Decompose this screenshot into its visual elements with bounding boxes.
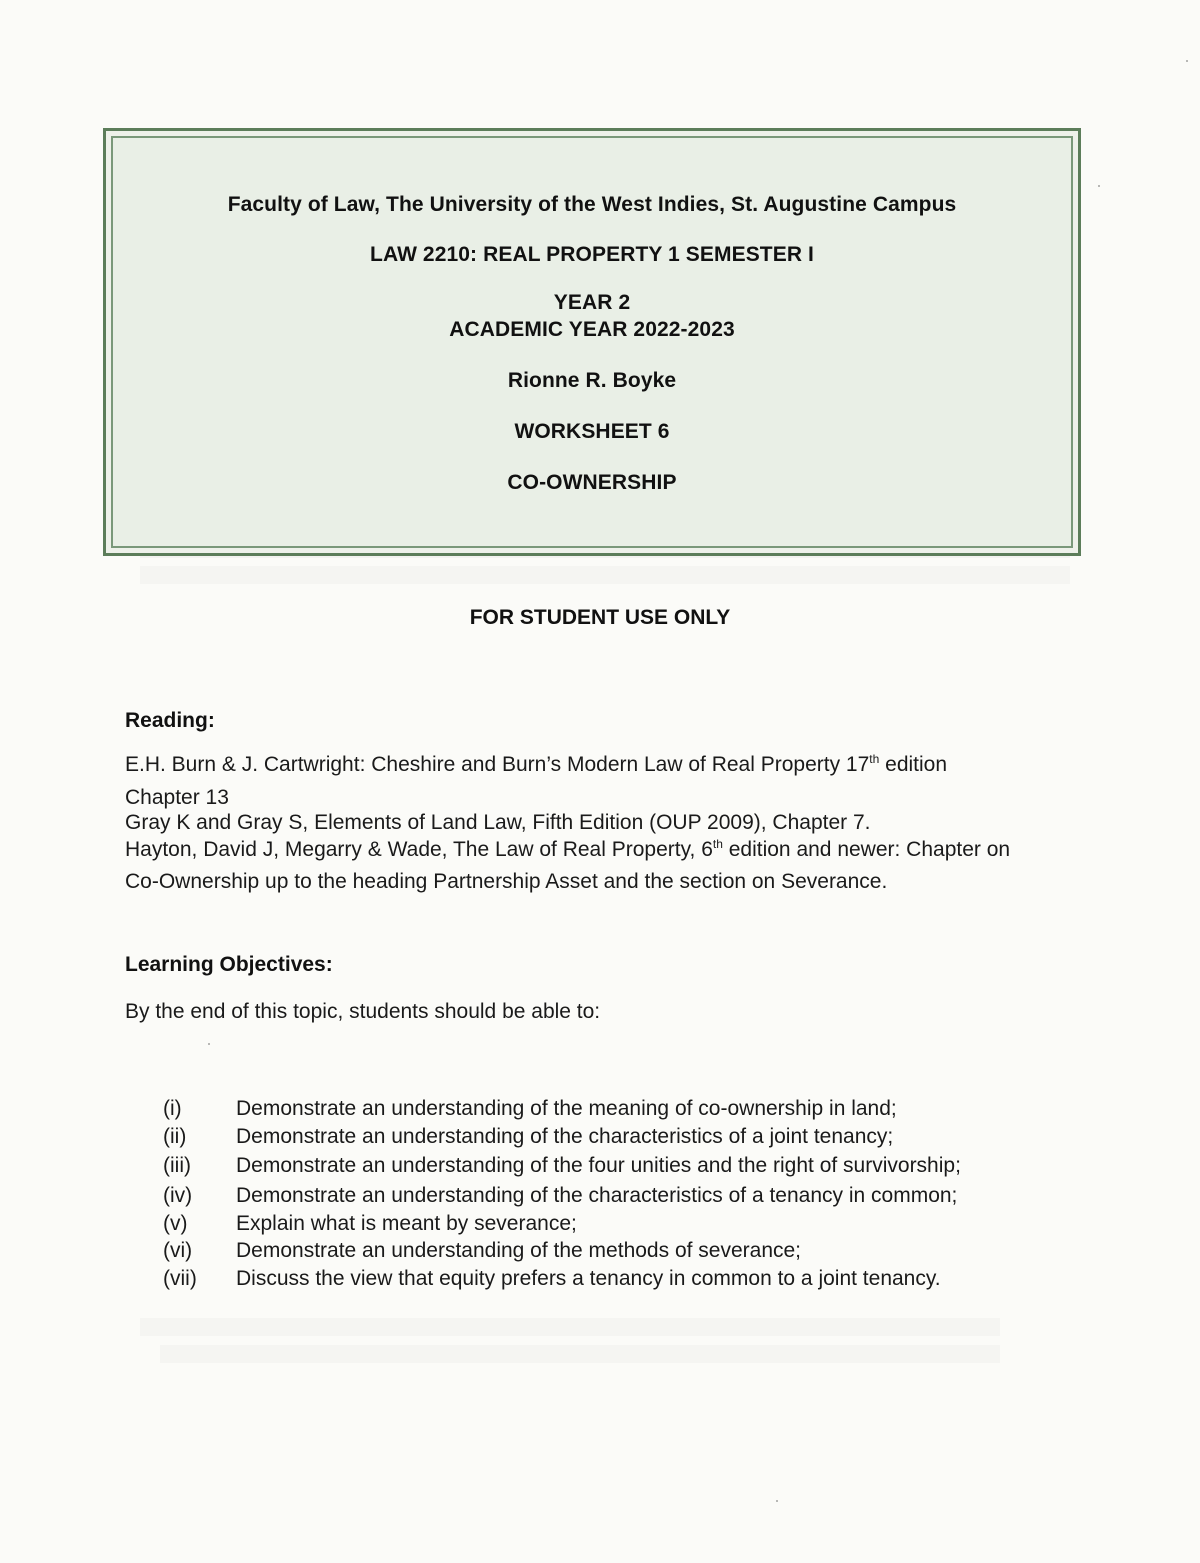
academic-year-line: ACADEMIC YEAR 2022-2023: [449, 318, 735, 341]
reading-line-1-tail: edition: [879, 753, 948, 776]
bleed-through-decoration: [140, 566, 1070, 584]
objective-text: Demonstrate an understanding of the characteristics of a joint tenancy;: [236, 1125, 894, 1148]
scan-speck: [1186, 60, 1188, 62]
scan-speck: [776, 1500, 778, 1502]
reading-line-4: [125, 838, 1010, 862]
bleed-through-decoration: [160, 1345, 1000, 1363]
objective-number: (vii): [163, 1267, 197, 1290]
objectives-intro: By the end of this topic, students should be able to:: [125, 1000, 601, 1023]
author-line: Rionne R. Boyke: [507, 369, 677, 392]
objectives-heading: Learning Objectives:: [125, 953, 333, 976]
reading-line-1-superscript: th: [869, 752, 880, 766]
objective-number: (vi): [163, 1239, 193, 1262]
reading-line-5: Co-Ownership up to the heading Partnership Asset and the section on Severance.: [125, 870, 888, 893]
objective-number: (i): [163, 1097, 182, 1120]
objective-text: Demonstrate an understanding of the characteristics of a tenancy in common;: [236, 1184, 958, 1207]
objective-text: Demonstrate an understanding of the meaning of co-ownership in land;: [236, 1097, 897, 1120]
bleed-through-decoration: [140, 1318, 1000, 1336]
objective-item: [163, 1184, 957, 1208]
scan-speck: [1098, 185, 1100, 187]
reading-line-4-superscript: th: [712, 837, 723, 851]
title-box: [103, 128, 1081, 556]
course-line: LAW 2210: REAL PROPERTY 1 SEMESTER I: [370, 243, 814, 266]
objective-item: [163, 1154, 961, 1178]
objective-item: [163, 1239, 801, 1263]
objective-number: (iii): [163, 1154, 191, 1177]
reading-line-4-tail: edition and newer: Chapter on: [722, 838, 1011, 861]
reading-line-3: Gray K and Gray S, Elements of Land Law, Fifth Edition (OUP 2009), Chapter 7.: [125, 811, 871, 834]
faculty-line: Faculty of Law, The University of the West Indies, St. Augustine Campus: [227, 193, 957, 216]
reading-line-1-text: E.H. Burn & J. Cartwright: Cheshire and Burn’s Modern Law of Real Property 17: [125, 753, 870, 776]
objective-text: Explain what is meant by severance;: [236, 1212, 577, 1235]
worksheet-line: WORKSHEET 6: [514, 420, 670, 443]
reading-heading: Reading:: [125, 709, 215, 732]
reading-line-1: [125, 753, 947, 777]
objective-number: (iv): [163, 1184, 193, 1207]
objective-number: (v): [163, 1212, 188, 1235]
objective-text: Demonstrate an understanding of the methods of severance;: [236, 1239, 802, 1262]
student-use-notice: FOR STUDENT USE ONLY: [469, 606, 731, 629]
objective-text: Demonstrate an understanding of the four unities and the right of survivorship;: [236, 1154, 961, 1177]
year-line: YEAR 2: [553, 291, 631, 314]
title-box-inner-border: [111, 136, 1073, 548]
objective-number: (ii): [163, 1125, 187, 1148]
objective-text: Discuss the view that equity prefers a tenancy in common to a joint tenancy.: [236, 1267, 941, 1290]
objective-item: [163, 1097, 897, 1121]
scan-speck: [208, 1043, 210, 1045]
reading-line-4-text: Hayton, David J, Megarry & Wade, The Law of Real Property, 6: [125, 838, 713, 861]
reading-line-2: Chapter 13: [125, 786, 229, 809]
topic-line: CO-OWNERSHIP: [507, 471, 677, 494]
objective-item: [163, 1212, 577, 1236]
objective-item: [163, 1125, 893, 1149]
objective-item: [163, 1267, 941, 1291]
